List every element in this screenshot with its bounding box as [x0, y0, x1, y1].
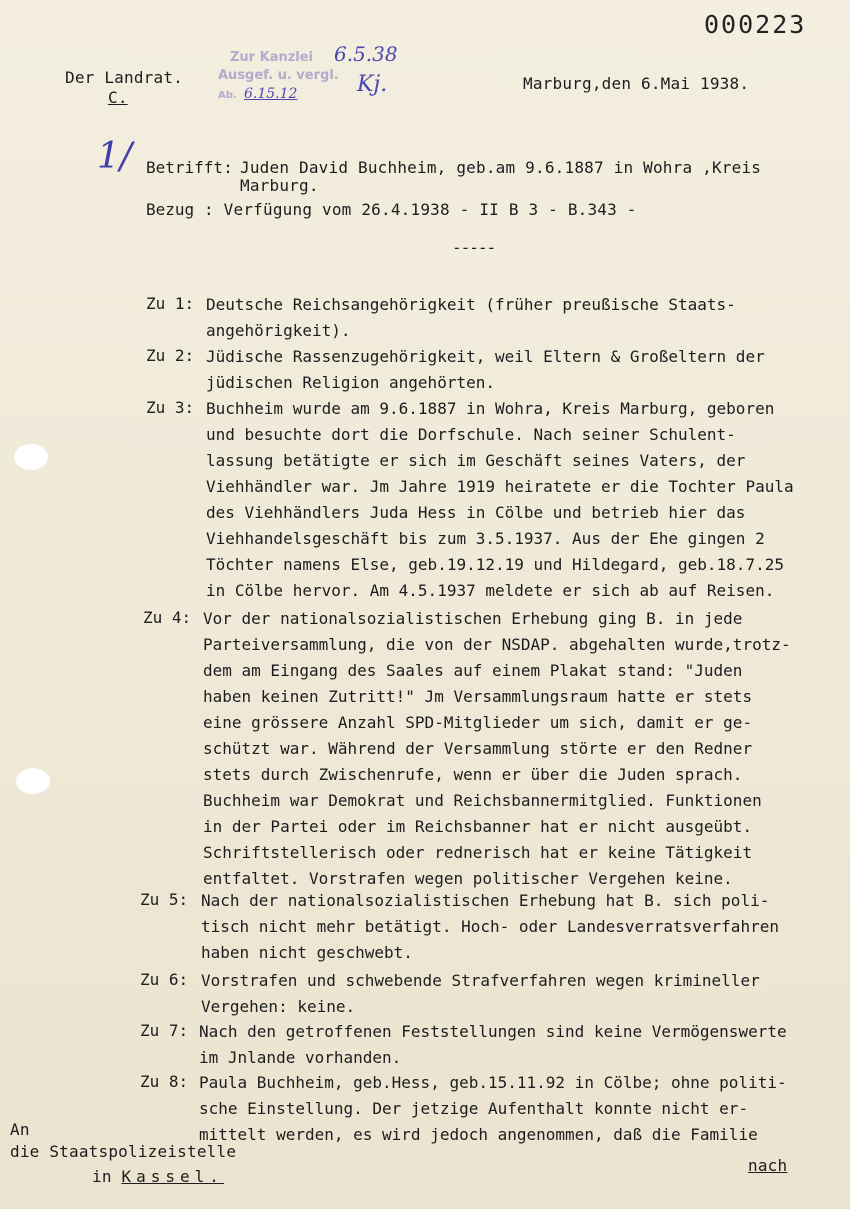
- text-line: tisch nicht mehr betätigt. Hoch- oder Landesverratsverfahren: [201, 917, 779, 936]
- section-text: [201, 968, 760, 1020]
- section-text: [203, 606, 791, 892]
- text-line: Deutsche Reichsangehörigkeit (früher preußische Staats-: [206, 295, 736, 314]
- recipient-an: An: [10, 1120, 30, 1139]
- text-line: Viehhandelsgeschäft bis zum 3.5.1937. Aus der Ehe gingen 2: [206, 529, 765, 548]
- text-line: stets durch Zwischenrufe, wenn er über die Juden sprach.: [203, 765, 743, 784]
- place-date: Marburg,den 6.Mai 1938.: [523, 74, 750, 93]
- text-line: schützt war. Während der Versammlung störte er den Redner: [203, 739, 753, 758]
- section-text: [206, 292, 736, 344]
- text-line: und besuchte dort die Dorfschule. Nach seiner Schulent-: [206, 425, 736, 444]
- subject-line-2: Marburg.: [240, 176, 319, 195]
- text-line: Nach den getroffenen Feststellungen sind keine Vermögenswerte: [199, 1022, 787, 1041]
- section-label: Zu 6:: [140, 970, 189, 989]
- text-line: dem am Eingang des Saales auf einem Plakat stand: "Juden: [203, 661, 743, 680]
- punch-hole-bottom: [16, 768, 50, 794]
- section-label: Zu 8:: [140, 1072, 189, 1091]
- stamp-line-2: Ausgef. u. vergl.: [218, 68, 339, 83]
- section-label: Zu 3:: [146, 398, 195, 417]
- text-line: eine grössere Anzahl SPD-Mitglieder um sich, damit er ge-: [203, 713, 753, 732]
- section-label: Zu 7:: [140, 1021, 189, 1040]
- text-line: Viehhändler war. Jm Jahre 1919 heiratete er die Tochter Paula: [206, 477, 794, 496]
- stamp-line-1: Zur Kanzlei: [230, 50, 314, 65]
- document-number: 000223: [704, 10, 807, 39]
- continuation-word: nach: [748, 1156, 788, 1175]
- handwritten-ab-date: 6.15.12: [244, 86, 298, 102]
- stamp-line-3: Ab.: [218, 90, 237, 101]
- handwritten-initials: Kj.: [357, 72, 388, 97]
- reference-text: : Verfügung vom 26.4.1938 - II B 3 - B.343 -: [204, 200, 637, 219]
- section-label: Zu 4:: [143, 608, 192, 627]
- sender-title: Der Landrat.: [65, 68, 183, 87]
- text-line: Parteiversammlung, die von der NSDAP. abgehalten wurde,trotz-: [203, 635, 791, 654]
- text-line: Buchheim war Demokrat und Reichsbannermitglied. Funktionen: [203, 791, 762, 810]
- handwritten-date: 6.5.38: [334, 42, 398, 66]
- text-line: Nach der nationalsozialistischen Erhebung hat B. sich poli-: [201, 891, 770, 910]
- text-line: Jüdische Rassenzugehörigkeit, weil Eltern & Großeltern der: [206, 347, 765, 366]
- reference-label: Bezug: [146, 200, 195, 219]
- text-line: in der Partei oder im Reichsbanner hat er nicht ausgeübt.: [203, 817, 753, 836]
- section-label: Zu 5:: [140, 890, 189, 909]
- section-label: Zu 2:: [146, 346, 195, 365]
- sender-initial: C.: [108, 88, 128, 107]
- section-text: [206, 344, 765, 396]
- text-line: im Jnlande vorhanden.: [199, 1048, 402, 1067]
- recipient-city: Kassel.: [121, 1167, 224, 1186]
- recipient-city-line: [92, 1167, 224, 1187]
- section-text: [199, 1019, 787, 1071]
- text-line: lassung betätigte er sich im Geschäft seines Vaters, der: [206, 451, 746, 470]
- text-line: Töchter namens Else, geb.19.12.19 und Hildegard, geb.18.7.25: [206, 555, 784, 574]
- text-line: Paula Buchheim, geb.Hess, geb.15.11.92 in Cölbe; ohne politi-: [199, 1073, 787, 1092]
- text-line: haben nicht geschwebt.: [201, 943, 413, 962]
- handwritten-margin-mark: 1/: [97, 136, 133, 177]
- text-line: sche Einstellung. Der jetzige Aufenthalt konnte nicht er-: [199, 1099, 749, 1118]
- text-line: angehörigkeit).: [206, 321, 351, 340]
- text-line: Vor der nationalsozialistischen Erhebung ging B. in jede: [203, 609, 743, 628]
- divider: -----: [452, 238, 496, 257]
- subject-line-1: Juden David Buchheim, geb.am 9.6.1887 in Wohra ,Kreis: [240, 158, 762, 177]
- recipient-in: in: [92, 1167, 122, 1186]
- text-line: Vorstrafen und schwebende Strafverfahren wegen krimineller: [201, 971, 760, 990]
- section-label: Zu 1:: [146, 294, 195, 313]
- section-text: [199, 1070, 787, 1148]
- punch-hole-top: [14, 444, 48, 470]
- subject-label: Betrifft:: [146, 158, 233, 177]
- text-line: Schriftstellerisch oder rednerisch hat er keine Tätigkeit: [203, 843, 753, 862]
- text-line: jüdischen Religion angehörten.: [206, 373, 495, 392]
- text-line: haben keinen Zutritt!" Jm Versammlungsraum hatte er stets: [203, 687, 753, 706]
- text-line: des Viehhändlers Juda Hess in Cölbe und betrieb hier das: [206, 503, 746, 522]
- text-line: mittelt werden, es wird jedoch angenommen, daß die Familie: [199, 1125, 758, 1144]
- text-line: Buchheim wurde am 9.6.1887 in Wohra, Kreis Marburg, geboren: [206, 399, 775, 418]
- section-text: [206, 396, 794, 604]
- text-line: Vergehen: keine.: [201, 997, 356, 1016]
- text-line: in Cölbe hervor. Am 4.5.1937 meldete er sich ab auf Reisen.: [206, 581, 775, 600]
- recipient-office: die Staatspolizeistelle: [10, 1142, 237, 1161]
- text-line: entfaltet. Vorstrafen wegen politischer Vergehen keine.: [203, 869, 733, 888]
- section-text: [201, 888, 779, 966]
